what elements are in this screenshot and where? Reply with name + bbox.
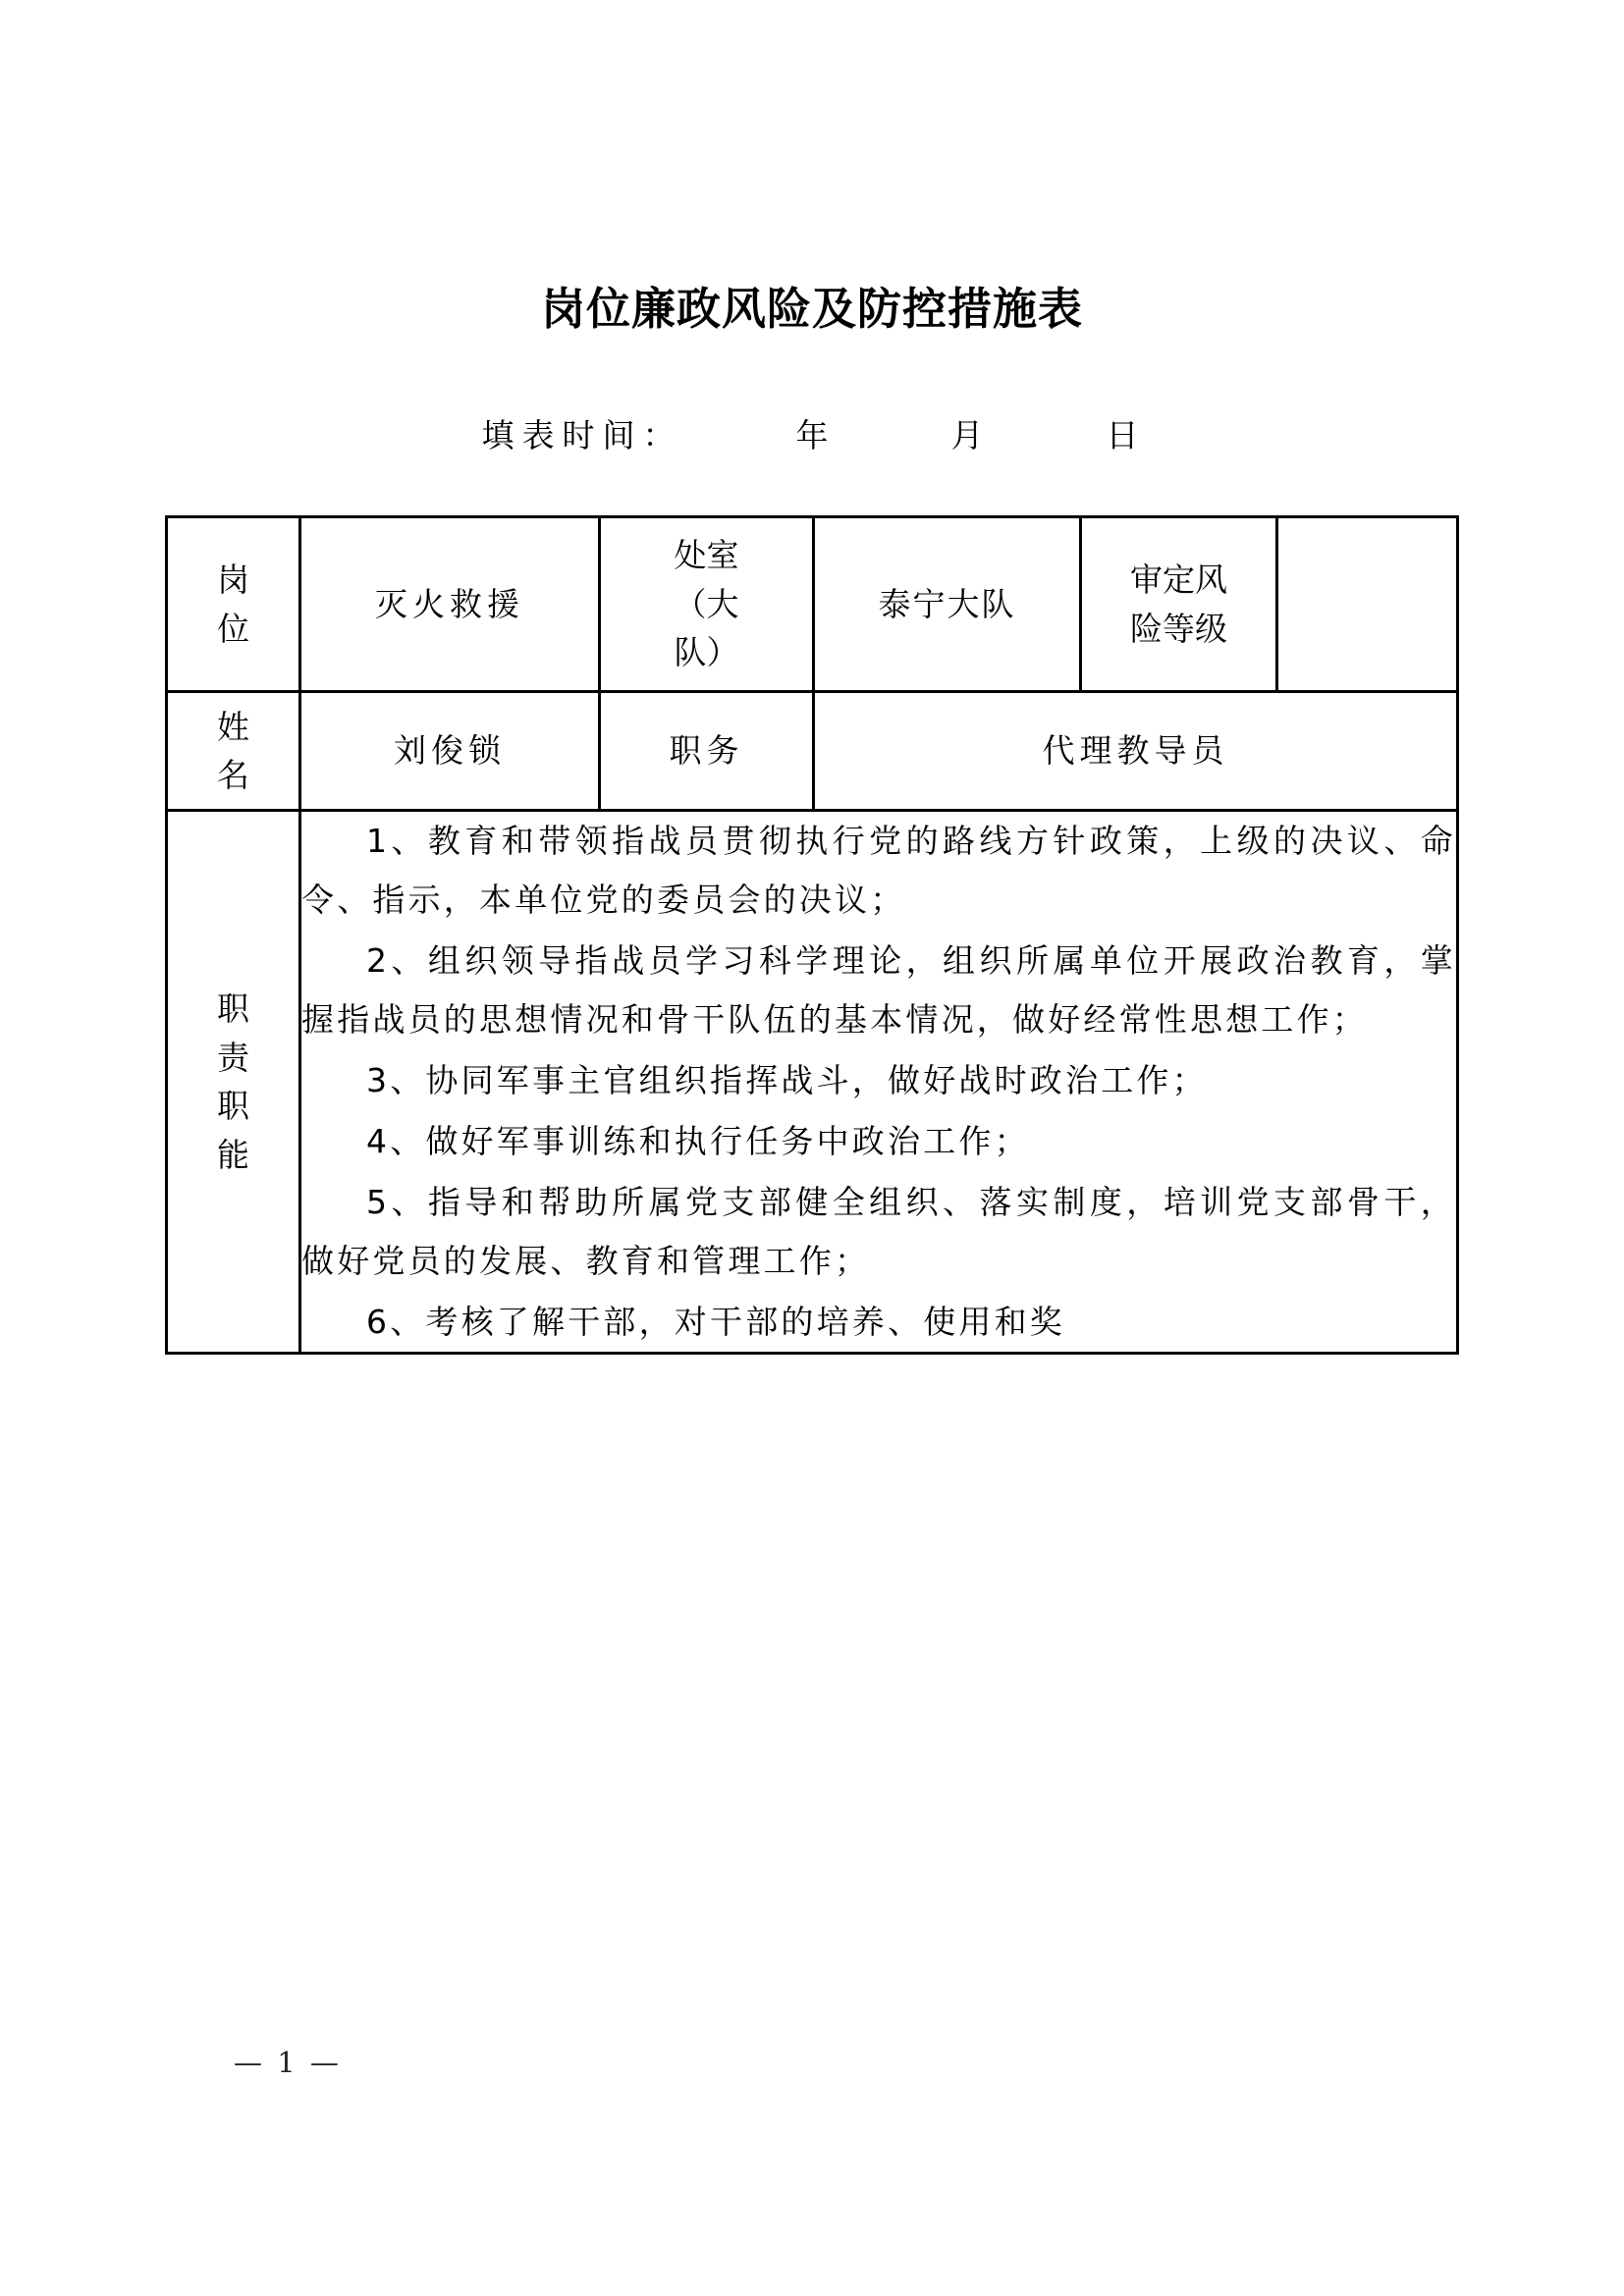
duty-content-cell [300, 811, 1458, 1354]
risk-measures-table [165, 515, 1459, 1355]
table-row-post [167, 517, 1458, 692]
fill-date-label: 填表时间： [481, 416, 683, 454]
duty-item-4: 4、做好军事训练和执行任务中政治工作； [366, 1122, 1030, 1161]
table-row-name [167, 692, 1458, 811]
department-label-line-1: 处室 [674, 536, 739, 575]
duty-label-char-3: 职 [217, 1087, 249, 1126]
department-label-line-2: （大 [674, 584, 739, 623]
page-number-footer: — 1 — [234, 2046, 342, 2079]
post-label-char-2: 位 [217, 609, 249, 648]
risk-level-label-line-1: 审定风 [1130, 561, 1227, 599]
name-label-char-1: 姓 [217, 707, 249, 746]
duty-item-3: 3、协同军事主官组织指挥战斗，做好战时政治工作； [366, 1061, 1208, 1100]
fill-date-month-unit: 月 [950, 416, 988, 454]
post-value-cell: 灭火救援 [300, 517, 600, 692]
position-value-cell: 代理教导员 [814, 692, 1458, 811]
risk-level-label-cell [1081, 517, 1277, 692]
page-title: 岗位廉政风险及防控措施表 [540, 283, 1083, 335]
risk-level-value-cell [1277, 517, 1458, 692]
duty-item-5: 5、指导和帮助所属党支部健全组织、落实制度，培训党支部骨干，做好党员的发展、教育和管理工作； [301, 1183, 1456, 1281]
department-value-cell: 泰宁大队 [814, 517, 1081, 692]
fill-date-year-unit: 年 [795, 416, 833, 454]
department-label-cell [600, 517, 814, 692]
position-label-cell: 职务 [600, 692, 814, 811]
name-label-char-2: 名 [217, 756, 249, 794]
duty-label-char-4: 能 [217, 1135, 249, 1174]
name-value-cell: 刘俊锁 [300, 692, 600, 811]
risk-level-label-line-2: 险等级 [1130, 609, 1227, 648]
name-row-label [167, 692, 300, 811]
duty-label-char-2: 责 [217, 1038, 249, 1077]
fill-date-line [0, 410, 1624, 456]
department-label-line-3: 队） [674, 633, 739, 672]
post-row-label [167, 517, 300, 692]
post-label-char-1: 岗 [217, 561, 249, 599]
duty-row-label [167, 811, 300, 1354]
duty-item-1: 1、教育和带领指战员贯彻执行党的路线方针政策，上级的决议、命令、指示，本单位党的委员会的决议； [301, 822, 1456, 920]
duty-item-2: 2、组织领导指战员学习科学理论，组织所属单位开展政治教育，掌握指战员的思想情况和骨干队伍的基本情况，做好经常性思想工作； [301, 941, 1456, 1040]
table-row-duty [167, 811, 1458, 1354]
duty-label-char-1: 职 [217, 989, 249, 1029]
duty-item-6: 6、考核了解干部，对干部的培养、使用和奖 [366, 1303, 1065, 1342]
fill-date-day-unit: 日 [1106, 416, 1143, 454]
